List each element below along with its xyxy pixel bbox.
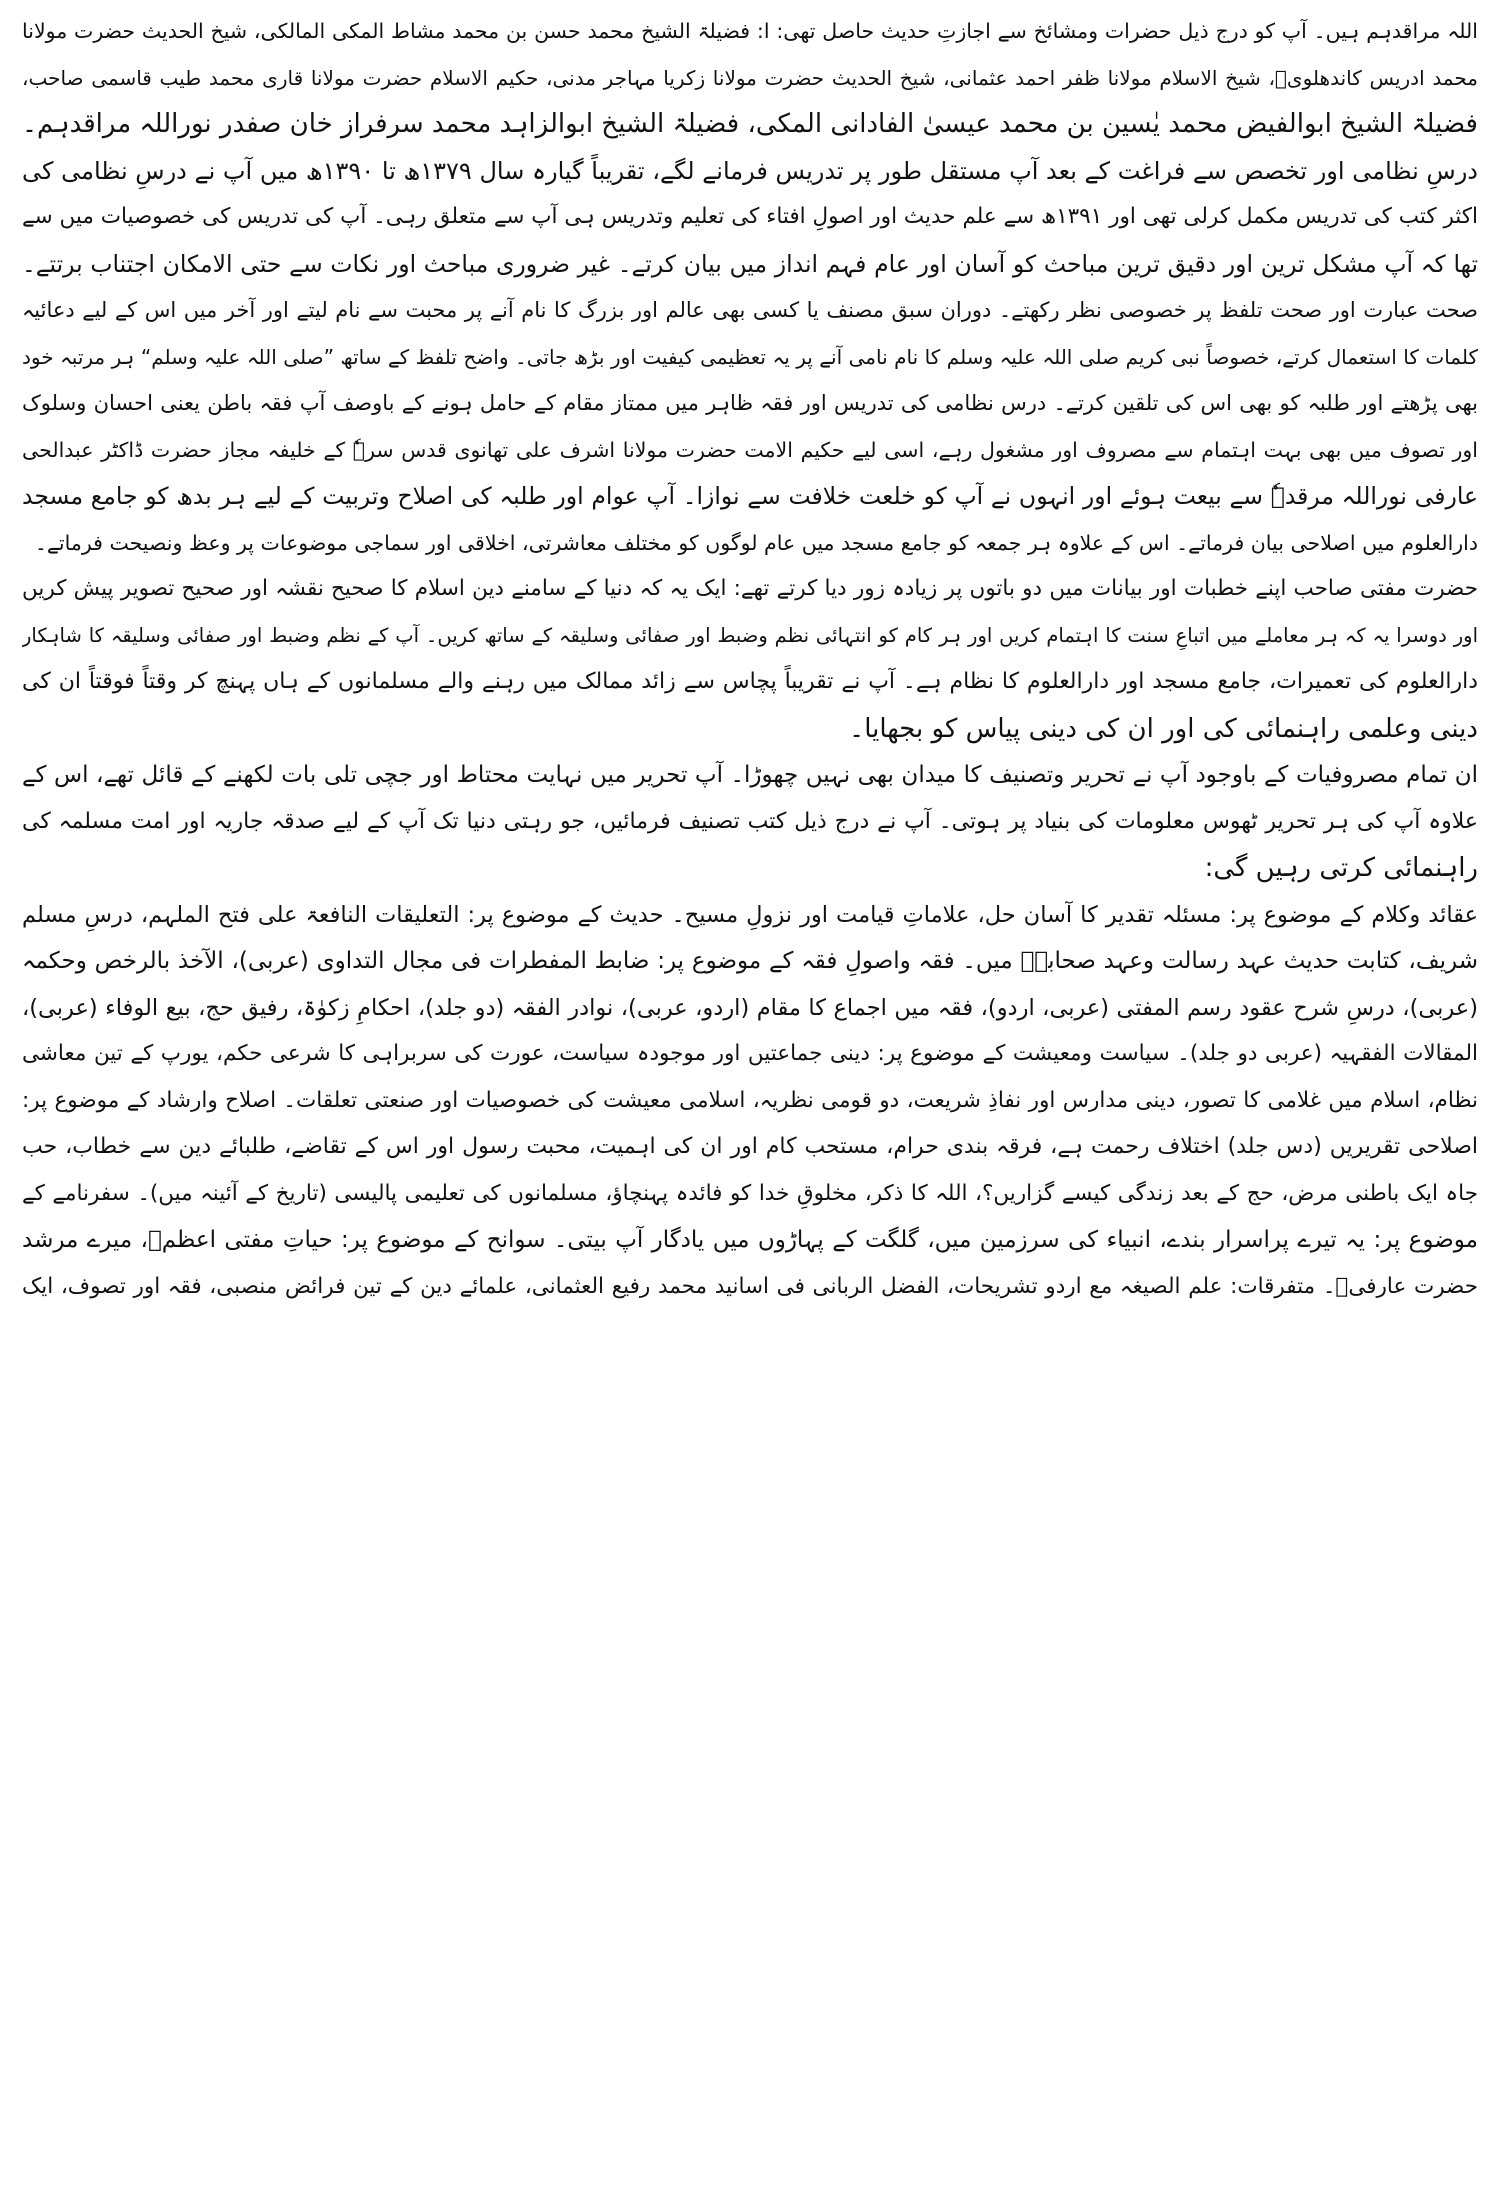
text-line: عارفی نوراللہ مرقدہٗ سے بیعت ہوئے اور انہوں نے آپ کو خلعت خلافت سے نوازا۔ آپ عوام اور طلبہ کی اصلاح وتربیت کے لیے ہر بدھ کو جامع مسجد [22, 482, 1478, 510]
text-line: اصلاحی تقریریں (دس جلد) اختلاف رحمت ہے، فرقہ بندی حرام، مستحب کام اور ان کی اہمیت، محبت رسول اور اس کے تقاضے، طلبائے دین سے خطاب، حب [22, 1134, 1478, 1159]
text-line: صحت عبارت اور صحت تلفظ پر خصوصی نظر رکھتے۔ دوران سبق مصنف یا کسی بھی عالم اور بزرگ کا نام آنے پر محبت سے نام لیتے اور آخر میں اس کے لیے دعائیہ [22, 298, 1478, 322]
paragraph-khutbat [22, 566, 1478, 752]
text-line: حضرت عارفیؒ۔ متفرقات: علم الصیغہ مع اردو تشریحات، الفضل الربانی فی اسانید محمد رفیع العثمانی، علمائے دین کے تین فرائض منصبی، فقہ اور تصوف، ایک [22, 1273, 1478, 1299]
text-line: نظام، اسلام میں غلامی کا تصور، دینی مدارس اور نفاذِ شریعت، دو قومی نظریہ، اسلامی معیشت کی خصوصیات اور صنعتی تعلقات۔ اصلاح وارشاد کے موضوع پر: [22, 1087, 1478, 1113]
paragraph-tadrees [22, 148, 1478, 567]
text-line: بھی پڑھتے اور طلبہ کو بھی اس کی تلقین کرتے۔ درس نظامی کی تدریس اور فقہ ظاہر میں ممتاز مقام کے حامل ہونے کے باوصف آپ فقہ باطن یعنی احسان وسلوک [22, 391, 1478, 415]
text-line: اکثر کتب کی تدریس مکمل کرلی تھی اور ۱۳۹۱ھ سے علم حدیث اور اصولِ افتاء کی تعلیم وتدریس ہی آپ سے متعلق رہی۔ آپ کی تدریس کی خصوصیات میں سے [22, 204, 1478, 229]
text-line: حضرت مفتی صاحب اپنے خطبات اور بیانات میں دو باتوں پر زیادہ زور دیا کرتے تھے: ایک یہ کہ دنیا کے سامنے دین اسلام کا صحیح نقشہ اور صحیح تصویر پیش کریں [22, 576, 1478, 601]
text-line: فضیلۃ الشیخ ابوالفیض محمد یٰسین بن محمد عیسیٰ الفادانی المکی، فضیلۃ الشیخ ابوالزاہد محمد سرفراز خان صفدر نوراللہ مراقدہم۔ [22, 109, 1478, 139]
text-line: عقائد وکلام کے موضوع پر: مسئلہ تقدیر کا آسان حل، علاماتِ قیامت اور نزولِ مسیح۔ حدیث کے موضوع پر: التعلیقات النافعۃ علی فتح الملہم، درسِ مسلم [22, 901, 1478, 928]
text-line: (عربی)، درسِ شرح عقود رسم المفتی (عربی، اردو)، فقہ میں اجماع کا مقام (اردو، عربی)، نوادر الفقہ (دو جلد)، احکامِ زکوٰۃ، رفیق حج، بیع الوفاء (عربی)، [22, 994, 1478, 1021]
text-line: محمد ادریس کاندھلویؒ، شیخ الاسلام مولانا ظفر احمد عثمانی، شیخ الحدیث حضرت مولانا زکریا مہاجر مدنی، حکیم الاسلام حضرت مولانا قاری محمد طیب قاسمی صاحب، [22, 65, 1478, 90]
text-line: راہنمائی کرتی رہیں گی: [1204, 853, 1478, 883]
text-line: علاوہ آپ کی ہر تحریر ٹھوس معلومات کی بنیاد پر ہوتی۔ آپ نے درج ذیل کتب تصنیف فرمائیں، جو رہتی دنیا تک آپ کے لیے صدقہ جاریہ اور امت مسلمہ کی [22, 808, 1478, 834]
text-line: اللہ مراقدہم ہیں۔ آپ کو درج ذیل حضرات ومشائخ سے اجازتِ حدیث حاصل تھی: ا: فضیلۃ الشیخ محمد حسن بن محمد مشاط المکی المالکی، شیخ الحدیث حضرت مولانا [22, 19, 1478, 43]
paragraph-tasneef [22, 752, 1478, 892]
text-line: اور تصوف میں بھی بہت اہتمام سے مصروف اور مشغول رہے، اسی لیے حکیم الامت حضرت مولانا اشرف علی تھانوی قدس سرہٗ کے خلیفہ مجاز حضرت ڈاکٹر عبدالحی [22, 437, 1478, 462]
text-line: دارالعلوم میں اصلاحی بیان فرماتے۔ اس کے علاوہ ہر جمعہ کو جامع مسجد میں عام لوگوں کو مختلف معاشرتی، اخلاقی اور سماجی موضوعات پر وعظ ونصیحت فرماتے۔ [34, 530, 1478, 555]
text-line: موضوع پر: یہ تیرے پراسرار بندے، انبیاء کی سرزمین میں، گلگت کے پہاڑوں میں یادگار آپ بیتی۔ سوانح کے موضوع پر: حیاتِ مفتی اعظمؒ، میرے مرشد [22, 1227, 1478, 1253]
text-line: جاہ ایک باطنی مرض، حج کے بعد زندگی کیسے گزاریں؟، اللہ کا ذکر، مخلوقِ خدا کو فائدہ پہنچاؤ، مسلمانوں کی تعلیمی پالیسی (تاریخ کے آئینہ میں)۔ سفرنامے کے [22, 1180, 1478, 1206]
text-line: المقالات الفقہیہ (عربی دو جلد)۔ سیاست ومعیشت کے موضوع پر: دینی جماعتیں اور موجودہ سیاست، عورت کی سربراہی کا شرعی حکم، یورپ کے تین معاشی [22, 1041, 1478, 1066]
text-line: درسِ نظامی اور تخصص سے فراغت کے بعد آپ مستقل طور پر تدریس فرمانے لگے، تقریباً گیارہ سال ۱۳۷۹ھ تا ۱۳۹۰ھ میں آپ نے درسِ نظامی کی [22, 156, 1478, 185]
text-line: تھا کہ آپ مشکل ترین اور دقیق ترین مباحث کو آسان اور عام فہم انداز میں بیان کرتے۔ غیر ضروری مباحث اور نکات سے حتی الامکان اجتناب برتتے۔ [22, 249, 1478, 278]
text-line: کلمات کا استعمال کرتے، خصوصاً نبی کریم صلی اللہ علیہ وسلم کا نام نامی آنے پر یہ تعظیمی کیفیت اور بڑھ جاتی۔ واضح تلفظ کے ساتھ ”صلی اللہ علیہ وسلم“ ہر مرتبہ خود [22, 344, 1478, 369]
text-line: اور دوسرا یہ کہ ہر معاملے میں اتباعِ سنت کا اہتمام کریں اور ہر کام کو انتہائی نظم وضبط اور صفائی وسلیقہ کے ساتھ کریں۔ آپ کے نظم وضبط اور صفائی وسلیقہ کا شاہکار [22, 623, 1478, 647]
paragraph-ijazat [22, 8, 1478, 148]
text-line: دارالعلوم کی تعمیرات، جامع مسجد اور دارالعلوم کا نظام ہے۔ آپ نے تقریباً پچاس سے زائد ممالک میں رہنے والے مسلمانوں کے ہاں پہنچ کر وقتاً فوقتاً ان کی [22, 669, 1478, 694]
paragraph-kutub-list [22, 892, 1478, 1311]
text-line: شریف، کتابت حدیث عہد رسالت وعہد صحابہؓ میں۔ فقہ واصولِ فقہ کے موضوع پر: ضابط المفطرات فی مجال التداوی (عربی)، الآخذ بالرخص وحکمہ [22, 948, 1478, 974]
text-line: دینی وعلمی راہنمائی کی اور ان کی دینی پیاس کو بجھایا۔ [848, 713, 1478, 744]
text-line: ان تمام مصروفیات کے باوجود آپ نے تحریر وتصنیف کا میدان بھی نہیں چھوڑا۔ آپ تحریر میں نہایت محتاط اور جچی تلی بات لکھنے کے قائل تھے، اس کے [22, 762, 1478, 788]
